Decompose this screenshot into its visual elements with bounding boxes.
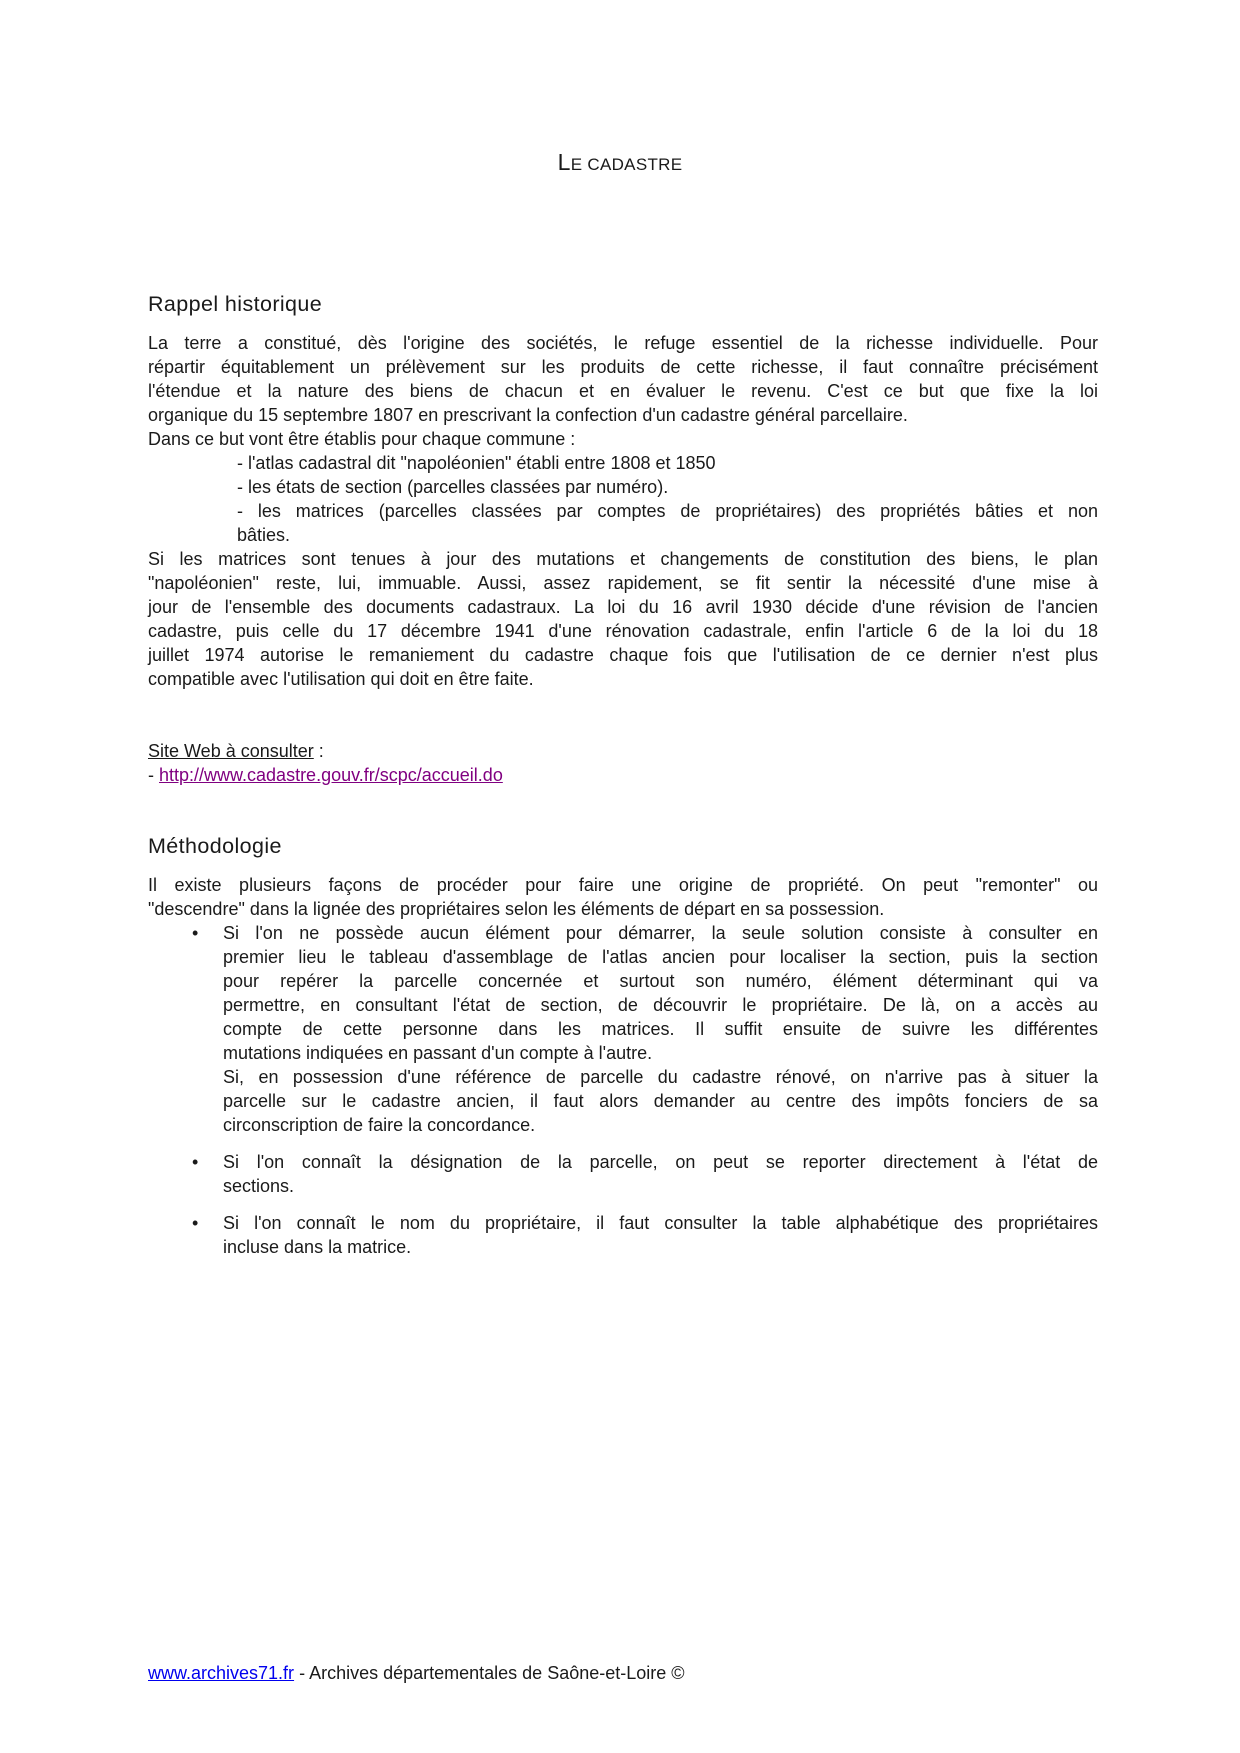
cadastre-website-link[interactable]: http://www.cadastre.gouv.fr/scpc/accueil.do (159, 765, 503, 785)
text-line: Si l'on connaît la désignation de la parcelle, on peut se reporter directement à l'état de (223, 1152, 1098, 1172)
bullet-icon: • (192, 923, 199, 943)
text-line: organique du 15 septembre 1807 en prescrivant la confection d'un cadastre général parcellaire. (148, 405, 908, 425)
list-item: - l'atlas cadastral dit "napoléonien" établi entre 1808 et 1850 (237, 453, 716, 473)
page-footer (148, 1663, 685, 1684)
title-rest: CADASTRE (582, 155, 683, 174)
text-line: répartir équitablement un prélèvement sur les produits de cette richesse, il faut connaître précisément (148, 357, 1098, 377)
text-line: mutations indiquées en passant d'un compte à l'autre. (223, 1043, 653, 1063)
section-heading-methodologie: Méthodologie (148, 834, 282, 858)
text-line: Si, en possession d'une référence de parcelle du cadastre rénové, on n'arrive pas à situer la (223, 1067, 1098, 1087)
section-heading-rappel: Rappel historique (148, 292, 323, 316)
bullet-item (148, 921, 1098, 1137)
website-label-suffix: : (313, 741, 324, 761)
text-line: circonscription de faire la concordance. (223, 1115, 536, 1135)
text-line: juillet 1974 autorise le remaniement du cadastre chaque fois que l'utilisation de ce dernier n'est plus (148, 645, 1098, 665)
text-line: jour de l'ensemble des documents cadastraux. La loi du 16 avril 1930 décide d'une révision de l'ancien (148, 597, 1098, 617)
title-part: E (570, 155, 583, 174)
title-initial: L (557, 149, 571, 175)
archives-website-link[interactable]: www.archives71.fr (148, 1663, 295, 1683)
document-list (237, 451, 1098, 547)
text-line: "descendre" dans la lignée des propriétaires selon les éléments de départ en sa possession. (148, 899, 885, 919)
text-line: incluse dans la matrice. (223, 1237, 412, 1257)
text-line: permettre, en consultant l'état de section, de découvrir le propriétaire. De là, on a accès au (223, 995, 1098, 1015)
bullet-item (148, 1150, 1098, 1198)
list-intro: Dans ce but vont être établis pour chaque commune : (148, 429, 576, 449)
text-line: Il existe plusieurs façons de procéder pour faire une origine de propriété. On peut "remonter" ou (148, 875, 1098, 895)
text-line: cadastre, puis celle du 17 décembre 1941 d'une rénovation cadastrale, enfin l'article 6 de la loi du 18 (148, 621, 1098, 641)
bullet-icon: • (192, 1213, 199, 1233)
text-line: La terre a constitué, dès l'origine des sociétés, le refuge essentiel de la richesse individuelle. Pour (148, 333, 1098, 353)
text-line: pour repérer la parcelle concernée et surtout son numéro, élément déterminant qui va (223, 971, 1098, 991)
text-line: compatible avec l'utilisation qui doit en être faite. (148, 669, 534, 689)
method-bullet-list (148, 921, 1098, 1259)
text-line: Si les matrices sont tenues à jour des mutations et changements de constitution des biens, le plan (148, 549, 1098, 569)
text-line: parcelle sur le cadastre ancien, il faut alors demander au centre des impôts fonciers de sa (223, 1091, 1098, 1111)
list-item: - les matrices (parcelles classées par comptes de propriétaires) des propriétés bâties et non (237, 501, 1098, 521)
paragraph-history (148, 547, 1098, 691)
website-dash: - (148, 765, 159, 785)
text-line: compte de cette personne dans les matrices. Il suffit ensuite de suivre les différentes (223, 1019, 1098, 1039)
bullet-item (148, 1211, 1098, 1259)
text-line: l'étendue et la nature des biens de chacun et en évaluer le revenu. C'est ce but que fixe la loi (148, 381, 1098, 401)
text-line: Si l'on ne possède aucun élément pour démarrer, la seule solution consiste à consulter en (223, 923, 1098, 943)
website-block (148, 739, 1098, 787)
paragraph-method-intro (148, 873, 1098, 921)
list-item: bâties. (237, 525, 291, 545)
footer-text: - Archives départementales de Saône-et-Loire © (294, 1663, 685, 1683)
bullet-icon: • (192, 1152, 199, 1172)
text-line: "napoléonien" reste, lui, immuable. Aussi, assez rapidement, se fit sentir la nécessité d'une mise à (148, 573, 1098, 593)
text-line: sections. (223, 1176, 295, 1196)
list-item: - les états de section (parcelles classées par numéro). (237, 477, 669, 497)
website-label: Site Web à consulter (148, 741, 314, 761)
page-title (0, 149, 1240, 176)
text-line: premier lieu le tableau d'assemblage de l'atlas ancien pour localiser la section, puis la section (223, 947, 1098, 967)
text-line: Si l'on connaît le nom du propriétaire, il faut consulter la table alphabétique des propriétaires (223, 1213, 1098, 1233)
paragraph-intro (148, 331, 1098, 451)
